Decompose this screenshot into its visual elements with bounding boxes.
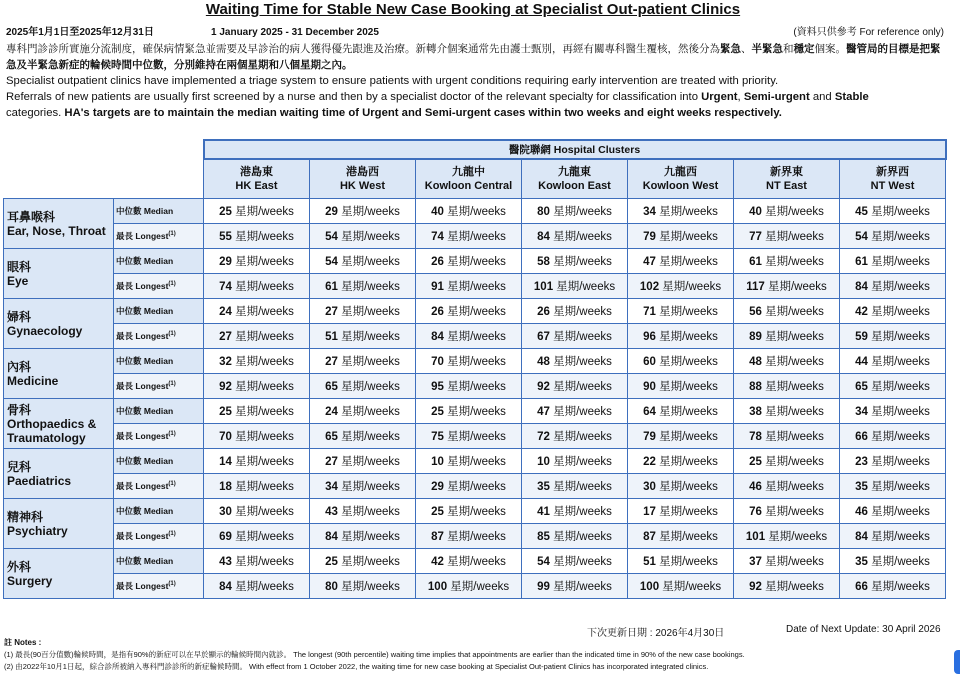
hospital-clusters-header: 醫院聯網 Hospital Clusters [204,140,946,159]
waiting-time-cell: 96 星期/weeks [628,324,734,349]
waiting-time-cell: 25 星期/weeks [734,449,840,474]
waiting-time-cell: 23 星期/weeks [840,449,946,474]
specialty-name [4,249,114,299]
table-row [4,424,946,449]
waiting-time-cell: 101 星期/weeks [734,524,840,549]
waiting-time-cell: 22 星期/weeks [628,449,734,474]
waiting-time-cell: 65 星期/weeks [840,374,946,399]
median-label: 中位數 Median [114,549,204,574]
waiting-time-cell: 76 星期/weeks [734,499,840,524]
waiting-time-cell: 84 星期/weeks [204,574,310,599]
cluster-name-en: NT West [870,180,915,192]
waiting-time-cell: 72 星期/weeks [522,424,628,449]
waiting-time-cell: 26 星期/weeks [416,249,522,274]
waiting-time-cell: 100 星期/weeks [628,574,734,599]
waiting-time-cell: 42 星期/weeks [840,299,946,324]
cluster-header [310,159,416,199]
waiting-time-cell: 84 星期/weeks [840,524,946,549]
waiting-time-cell: 87 星期/weeks [628,524,734,549]
waiting-time-cell: 54 星期/weeks [522,549,628,574]
specialty-name [4,199,114,249]
intro-en-1: Specialist outpatient clinics have implemented a triage system to ensure patients with urgent conditions requiring early intervention are treated with priority. [6,75,779,87]
longest-label: 最長 Longest$^{(1)}$ [114,524,204,549]
waiting-time-cell: 66 星期/weeks [840,574,946,599]
longest-label: 最長 Longest$^{(1)}$ [114,374,204,399]
table-row [4,349,946,374]
longest-label: 最長 Longest$^{(1)}$ [114,574,204,599]
specialty-name-cn: 眼科 [7,259,32,274]
waiting-time-cell: 25 星期/weeks [310,549,416,574]
waiting-time-cell: 77 星期/weeks [734,224,840,249]
waiting-time-cell: 48 星期/weeks [734,349,840,374]
footnote-marker: (1) [168,481,176,488]
cluster-header [204,159,310,199]
note-1: (1) 最長(90百分值數)輪候時間，是指有90%的新症可以在早於顯示的輪候時間內就診。 The longest (90th percentile) waiting time implies that appointments are earlier than the indicated time in 90% of the new case bookings. [4,650,745,659]
waiting-time-cell: 92 星期/weeks [734,574,840,599]
next-update-en: Date of Next Update: 30 April 2026 [786,624,941,635]
specialty-name-en: Paediatrics [7,473,72,488]
waiting-time-cell: 54 星期/weeks [310,224,416,249]
specialty-name-en: Surgery [7,573,53,588]
waiting-time-cell: 117 星期/weeks [734,274,840,299]
waiting-time-cell: 27 星期/weeks [310,299,416,324]
cluster-header [416,159,522,199]
waiting-time-cell: 46 星期/weeks [840,499,946,524]
cluster-header [522,159,628,199]
table-row [4,574,946,599]
waiting-time-cell: 26 星期/weeks [522,299,628,324]
cluster-name-cn: 新界東 [770,166,803,178]
specialty-name-cn: 兒科 [7,459,32,474]
waiting-time-cell: 47 星期/weeks [628,249,734,274]
waiting-time-cell: 88 星期/weeks [734,374,840,399]
specialty-name-cn: 骨科 [7,402,32,417]
cluster-name-cn: 新界西 [876,166,910,178]
waiting-time-cell: 27 星期/weeks [310,349,416,374]
waiting-time-cell: 78 星期/weeks [734,424,840,449]
table-row [4,249,946,274]
waiting-time-cell: 61 星期/weeks [310,274,416,299]
waiting-time-cell: 26 星期/weeks [416,299,522,324]
longest-label: 最長 Longest$^{(1)}$ [114,474,204,499]
table-row [4,549,946,574]
table-row [4,199,946,224]
waiting-time-cell: 25 星期/weeks [204,199,310,224]
waiting-time-cell: 65 星期/weeks [310,374,416,399]
footnote-marker: (1) [168,381,176,388]
side-tab[interactable] [954,650,960,674]
specialty-name [4,499,114,549]
specialty-name-en: Ear, Nose, Throat [7,223,106,238]
note-2: (2) 由2022年10月1日起，綜合診所被納入專科門診診所的新症輪候時間。 With effect from 1 October 2022, the waiting time for new case booking at Specialist Out-patient Clinics has incorporated integrated clinics. [4,662,709,671]
waiting-time-cell: 25 星期/weeks [416,499,522,524]
waiting-time-cell: 61 星期/weeks [840,249,946,274]
footnote-marker: (1) [168,331,176,338]
footnote-marker: (1) [168,581,176,588]
specialty-name-cn: 耳鼻喉科 [7,209,56,224]
cluster-name-cn: 港島東 [240,166,273,178]
intro-en-2: Referrals of new patients are usually first screened by a nurse and then by a specialist doctor of the relevant specialty for classification into Urgent, Semi-urgent and Stable categories. HA's targets are to maintain the median waiting time of Urgent and Semi-urgent cases within two weeks and eight weeks respectively. [6,91,869,119]
specialty-name-cn: 婦科 [7,309,32,324]
waiting-time-cell: 89 星期/weeks [734,324,840,349]
waiting-time-cell: 90 星期/weeks [628,374,734,399]
median-label: 中位數 Median [114,249,204,274]
waiting-time-cell: 59 星期/weeks [840,324,946,349]
waiting-time-cell: 25 星期/weeks [416,399,522,424]
median-label: 中位數 Median [114,399,204,424]
table-row [4,499,946,524]
waiting-time-cell: 84 星期/weeks [840,274,946,299]
notes [4,637,954,673]
cluster-name-en: NT East [766,180,807,192]
table-row [4,299,946,324]
specialty-name [4,399,114,449]
cluster-name-cn: 港島西 [346,166,379,178]
longest-label: 最長 Longest$^{(1)}$ [114,424,204,449]
intro-text [6,41,948,121]
specialty-name-en: Eye [7,273,29,288]
waiting-time-cell: 71 星期/weeks [628,299,734,324]
waiting-time-cell: 61 星期/weeks [734,249,840,274]
waiting-time-cell: 35 星期/weeks [840,549,946,574]
cluster-header [840,159,946,199]
waiting-time-cell: 14 星期/weeks [204,449,310,474]
waiting-time-cell: 80 星期/weeks [310,574,416,599]
waiting-time-cell: 30 星期/weeks [204,499,310,524]
waiting-time-cell: 64 星期/weeks [628,399,734,424]
waiting-time-cell: 74 星期/weeks [204,274,310,299]
waiting-time-cell: 46 星期/weeks [734,474,840,499]
waiting-time-cell: 29 星期/weeks [204,249,310,274]
waiting-time-cell: 35 星期/weeks [840,474,946,499]
waiting-time-table [3,139,947,599]
specialty-name [4,349,114,399]
waiting-time-cell: 65 星期/weeks [310,424,416,449]
cluster-header [628,159,734,199]
table-row [4,399,946,424]
waiting-time-cell: 34 星期/weeks [840,399,946,424]
waiting-time-cell: 74 星期/weeks [416,224,522,249]
waiting-time-cell: 84 星期/weeks [416,324,522,349]
waiting-time-cell: 30 星期/weeks [628,474,734,499]
waiting-time-cell: 56 星期/weeks [734,299,840,324]
waiting-time-cell: 101 星期/weeks [522,274,628,299]
waiting-time-cell: 91 星期/weeks [416,274,522,299]
median-label: 中位數 Median [114,449,204,474]
specialty-name-cn: 外科 [7,559,32,574]
waiting-time-cell: 51 星期/weeks [628,549,734,574]
waiting-time-cell: 100 星期/weeks [416,574,522,599]
waiting-time-cell: 29 星期/weeks [310,199,416,224]
waiting-time-cell: 29 星期/weeks [416,474,522,499]
waiting-time-cell: 60 星期/weeks [628,349,734,374]
waiting-time-cell: 69 星期/weeks [204,524,310,549]
median-label: 中位數 Median [114,499,204,524]
waiting-time-cell: 79 星期/weeks [628,224,734,249]
cluster-name-cn: 九龍西 [664,166,697,178]
waiting-time-cell: 54 星期/weeks [310,249,416,274]
cluster-name-en: Kowloon West [642,180,719,192]
next-update-cn: 下次更新日期 : 2026年4月30日 [587,628,725,639]
waiting-time-cell: 17 星期/weeks [628,499,734,524]
intro-cn: 專科門診診所實施分流制度，確保病情緊急並需要及早診治的病人獲得優先跟進及治療。新轉介個案通常先由護士甄別，再經有關專科醫生覆核，然後分為緊急、半緊急和穩定個案。醫管局的目標是把緊急及半緊急新症的輪候時間中位數，分別維持在兩個星期和八個星期之內。 [6,43,941,71]
waiting-time-cell: 10 星期/weeks [416,449,522,474]
cluster-name-en: Kowloon East [538,180,611,192]
waiting-time-cell: 75 星期/weeks [416,424,522,449]
specialty-name-en: Medicine [7,373,59,388]
waiting-time-cell: 43 星期/weeks [310,499,416,524]
specialty-name-cn: 內科 [7,359,32,374]
waiting-time-cell: 32 星期/weeks [204,349,310,374]
waiting-time-cell: 92 星期/weeks [204,374,310,399]
table-row [4,224,946,249]
period-en: 1 January 2025 - 31 December 2025 [211,27,379,38]
waiting-time-cell: 95 星期/weeks [416,374,522,399]
waiting-time-cell: 18 星期/weeks [204,474,310,499]
waiting-time-cell: 43 星期/weeks [204,549,310,574]
waiting-time-cell: 48 星期/weeks [522,349,628,374]
specialty-name-en: Gynaecology [7,323,83,338]
specialty-name-en: Orthopaedics & Traumatology [7,416,97,445]
median-label: 中位數 Median [114,349,204,374]
cluster-name-cn: 九龍東 [558,166,591,178]
specialty-name [4,449,114,499]
longest-label: 最長 Longest$^{(1)}$ [114,324,204,349]
waiting-time-cell: 47 星期/weeks [522,399,628,424]
waiting-time-cell: 44 星期/weeks [840,349,946,374]
cluster-name-en: HK West [339,180,386,192]
waiting-time-cell: 34 星期/weeks [310,474,416,499]
specialty-name [4,549,114,599]
waiting-time-cell: 80 星期/weeks [522,199,628,224]
longest-label: 最長 Longest$^{(1)}$ [114,274,204,299]
table-row [4,374,946,399]
waiting-time-cell: 35 星期/weeks [522,474,628,499]
waiting-time-cell: 85 星期/weeks [522,524,628,549]
specialty-name-cn: 精神科 [7,509,44,524]
waiting-time-cell: 79 星期/weeks [628,424,734,449]
waiting-time-cell: 45 星期/weeks [840,199,946,224]
period-line [6,26,946,40]
waiting-time-cell: 102 星期/weeks [628,274,734,299]
table-row [4,324,946,349]
cluster-name-en: Kowloon Central [424,180,513,192]
waiting-time-cell: 25 星期/weeks [204,399,310,424]
waiting-time-cell: 92 星期/weeks [522,374,628,399]
table-row [4,449,946,474]
waiting-time-cell: 10 星期/weeks [522,449,628,474]
waiting-time-cell: 58 星期/weeks [522,249,628,274]
footnote-marker: (1) [168,431,176,438]
footnote-marker: (1) [168,281,176,288]
waiting-time-cell: 99 星期/weeks [522,574,628,599]
period-cn: 2025年1月1日至2025年12月31日 [6,27,154,38]
waiting-time-cell: 41 星期/weeks [522,499,628,524]
waiting-time-cell: 37 星期/weeks [734,549,840,574]
waiting-time-cell: 38 星期/weeks [734,399,840,424]
median-label: 中位數 Median [114,199,204,224]
specialty-name [4,299,114,349]
waiting-time-cell: 42 星期/weeks [416,549,522,574]
footnote-marker: (1) [168,531,176,538]
cluster-name-cn: 九龍中 [452,166,485,178]
waiting-time-cell: 34 星期/weeks [628,199,734,224]
waiting-time-cell: 84 星期/weeks [310,524,416,549]
waiting-time-cell: 27 星期/weeks [310,449,416,474]
waiting-time-cell: 67 星期/weeks [522,324,628,349]
specialty-name-en: Psychiatry [7,523,68,538]
table-row [4,274,946,299]
waiting-time-cell: 70 星期/weeks [416,349,522,374]
table-row [4,474,946,499]
waiting-time-cell: 70 星期/weeks [204,424,310,449]
waiting-time-cell: 24 星期/weeks [310,399,416,424]
waiting-time-cell: 87 星期/weeks [416,524,522,549]
waiting-time-cell: 54 星期/weeks [840,224,946,249]
footnote-marker: (1) [168,231,176,238]
waiting-time-cell: 84 星期/weeks [522,224,628,249]
cluster-header [734,159,840,199]
longest-label: 最長 Longest$^{(1)}$ [114,224,204,249]
waiting-time-cell: 24 星期/weeks [204,299,310,324]
cluster-name-en: HK East [235,180,278,192]
waiting-time-cell: 40 星期/weeks [734,199,840,224]
page-title: Waiting Time for Stable New Case Booking at Specialist Out-patient Clinics [205,1,741,18]
waiting-time-cell: 55 星期/weeks [204,224,310,249]
reference-note: (資料只供參考 For reference only) [793,27,944,38]
notes-heading: 註 Notes : [4,638,42,647]
waiting-time-cell: 51 星期/weeks [310,324,416,349]
table-row [4,524,946,549]
waiting-time-cell: 40 星期/weeks [416,199,522,224]
waiting-time-cell: 27 星期/weeks [204,324,310,349]
waiting-time-cell: 66 星期/weeks [840,424,946,449]
median-label: 中位數 Median [114,299,204,324]
